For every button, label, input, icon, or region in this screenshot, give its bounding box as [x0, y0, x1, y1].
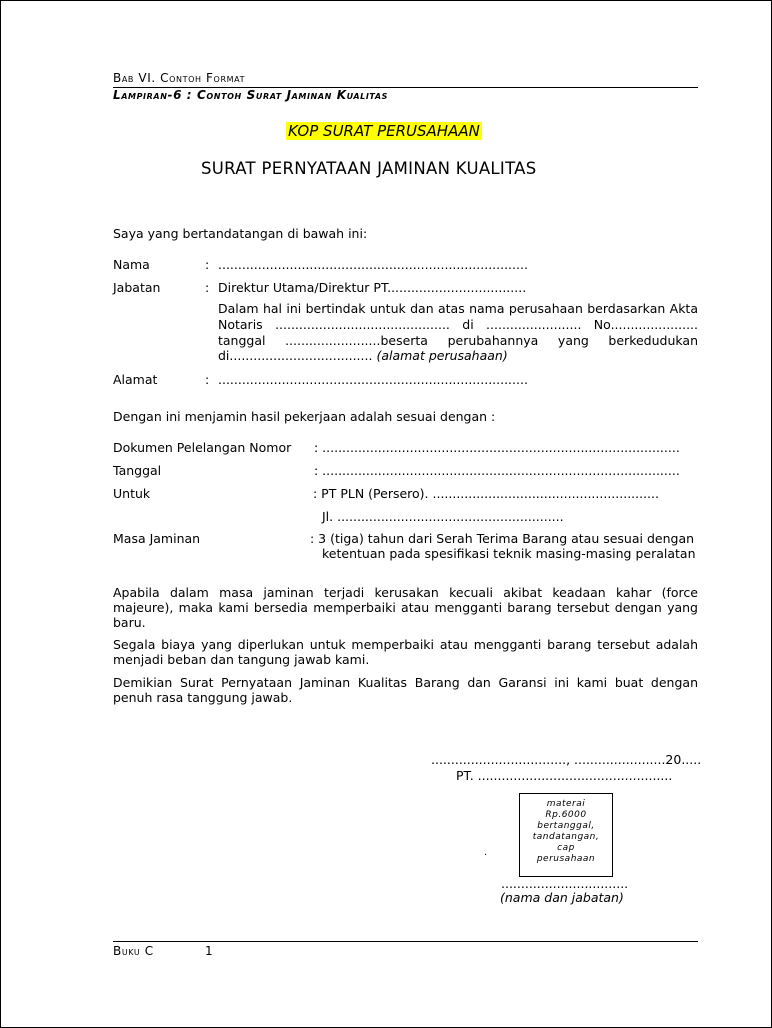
authority-line-2: Notaris ............................................ di ........................ No...................... [218, 317, 698, 332]
nama-value: .............................................................................. [218, 257, 528, 272]
signature-place-date: .................................., .......................20..... [431, 752, 702, 767]
authority-line-1: Dalam hal ini bertindak untuk dan atas nama perusahaan berdasarkan Akta [218, 301, 698, 316]
alamat-value: .............................................................................. [218, 372, 528, 387]
paragraph-closing [113, 675, 698, 705]
nama-colon: : [205, 257, 210, 272]
tanggal-label: Tanggal [113, 463, 162, 478]
authority-line-4 [218, 348, 508, 363]
footer-page-number: 1 [205, 944, 213, 958]
alamat-colon: : [205, 372, 210, 387]
dokumen-label: Dokumen Pelelangan Nomor [113, 440, 292, 455]
authority-line-4-note: (alamat perusahaan) [376, 348, 508, 363]
footer-rule [113, 941, 698, 942]
masa-value-1: : 3 (tiga) tahun dari Serah Terima Barang atau sesuai dengan [310, 531, 695, 546]
signature-name-caption: (nama dan jabatan) [500, 890, 624, 905]
paragraph-warranty-line-3: baru. [113, 615, 146, 630]
paragraph-costs-line-1: Segala biaya yang diperlukan untuk memperbaiki atau mengganti barang tersebut adalah [113, 637, 698, 652]
authority-line-3: tanggal ........................beserta perubahannya yang berkedudukan [218, 333, 698, 348]
jabatan-colon: : [205, 280, 210, 295]
jabatan-label: Jabatan [113, 280, 161, 295]
letterhead-placeholder: KOP SURAT PERUSAHAAN [288, 122, 480, 140]
stamp-line: tandatangan, [532, 832, 600, 842]
alamat-label: Alamat [113, 372, 158, 387]
paragraph-warranty-line-2: majeure), maka kami bersedia memperbaiki atau mengganti barang tersebut dengan yang [113, 600, 698, 615]
guarantee-intro: Dengan ini menjamin hasil pekerjaan adalah sesuai dengan : [113, 409, 496, 424]
stamp-line: Rp.6000 [545, 810, 587, 820]
paragraph-warranty-line-1: Apabila dalam masa jaminan terjadi kerusakan kecuali akibat keadaan kahar (force [113, 585, 698, 600]
masa-label: Masa Jaminan [113, 531, 201, 546]
stamp-box [519, 793, 613, 877]
paragraph-costs [113, 637, 698, 667]
document-title: SURAT PERNYATAAN JAMINAN KUALITAS [201, 159, 537, 178]
footer-book: Buku C [113, 944, 154, 958]
jabatan-value: Direktur Utama/Direktur PT................................... [218, 280, 527, 295]
tanggal-value: : .......................................................................................... [314, 463, 680, 478]
paragraph-costs-line-2: menjadi beban dan tangung jawab kami. [113, 652, 370, 667]
signature-company: PT. ................................................. [456, 768, 673, 783]
nama-label: Nama [113, 257, 150, 272]
chapter-header: Bab VI. Contoh Format [113, 71, 246, 85]
dokumen-value: : .......................................................................................... [314, 440, 680, 455]
appendix-header: Lampiran-6 : Contoh Surat Jaminan Kualitas [113, 88, 389, 102]
stamp-line: cap [557, 843, 575, 853]
stray-dot: . [484, 847, 488, 858]
stamp-line: perusahaan [536, 854, 596, 864]
untuk-label: Untuk [113, 486, 151, 501]
paragraph-closing-line-1: Demikian Surat Pernyataan Jaminan Kualitas Barang dan Garansi ini kami buat dengan [113, 675, 698, 690]
intro-text: Saya yang bertandatangan di bawah ini: [113, 226, 368, 241]
paragraph-warranty [113, 585, 698, 630]
jl-value: Jl. ......................................................... [322, 509, 564, 524]
untuk-value: : PT PLN (Persero). ......................................................... [313, 486, 659, 501]
stamp-line: materai [546, 799, 586, 809]
paragraph-closing-line-2: penuh rasa tanggung jawab. [113, 690, 293, 705]
stamp-line: bertanggal, [537, 821, 595, 831]
masa-value-2: ketentuan pada spesifikasi teknik masing-masing peralatan [322, 546, 696, 561]
authority-line-4-dots: di.................................... [218, 348, 373, 363]
signature-name-line: ................................ [501, 876, 629, 891]
